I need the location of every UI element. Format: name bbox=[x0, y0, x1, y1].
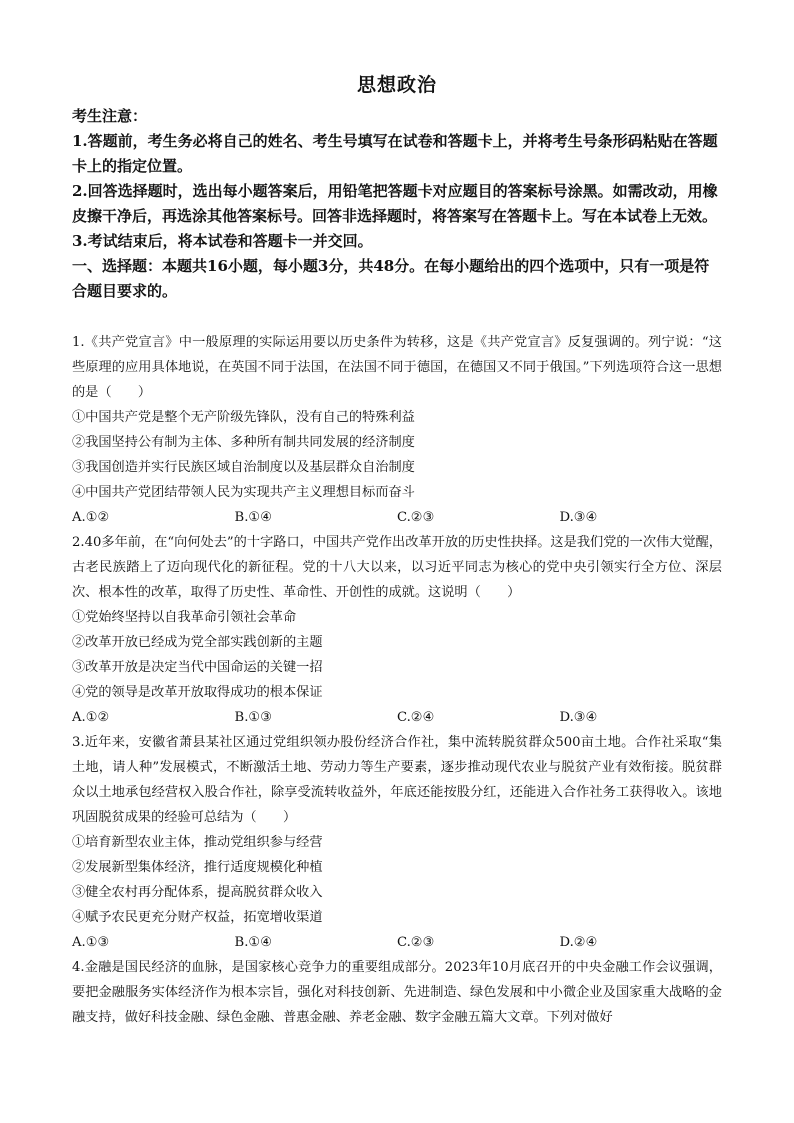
question-stem: 4.金融是国民经济的血脉，是国家核心竞争力的重要组成部分。2023年10月底召开的中央金融工作会议强调，要把金融服务实体经济作为根本宗旨，强化对科技创新、先进制造、绿色发展和中小微企业及国家重大战略的金融支持，做好科技金融、绿色金融、普惠金融、养老金融、数字金融五篇大文章。下列对做好 bbox=[72, 960, 722, 1025]
question-stem: 1.《共产党宣言》中一般原理的实际运用要以历史条件为转移，这是《共产党宣言》反复强调的。列宁说：“这些原理的应用具体地说，在英国不同于法国，在法国不同于德国，在德国又不同于俄国。”下列选项符合这一思想的是（ ） bbox=[72, 335, 722, 400]
section-heading: 一、选择题：本题共16小题，每小题3分，共48分。在每小题给出的四个选项中，只有一项是符合题目要求的。 bbox=[72, 257, 710, 300]
statement-option: ③改革开放是决定当代中国命运的关键一招 bbox=[72, 660, 323, 675]
answer-choice-a: A.①③ bbox=[72, 935, 110, 950]
statement-option: ②改革开放已经成为党全部实践创新的主题 bbox=[72, 635, 323, 650]
notice-item: 2.回答选择题时，选出每小题答案后，用铅笔把答题卡对应题目的答案标号涂黑。如需改动，用橡皮擦干净后，再选涂其他答案标号。回答非选择题时，将答案写在答题卡上。写在本试卷上无效。 bbox=[72, 182, 718, 225]
candidate-notice bbox=[72, 104, 722, 304]
question-4 bbox=[72, 955, 722, 1030]
answer-choices bbox=[72, 705, 722, 730]
statement-option: ③健全农村再分配体系，提高脱贫群众收入 bbox=[72, 885, 323, 900]
answer-choices bbox=[72, 505, 722, 530]
statement-option: ④中国共产党团结带领人民为实现共产主义理想目标而奋斗 bbox=[72, 485, 415, 500]
notice-item: 1.答题前，考生务必将自己的姓名、考生号填写在试卷和答题卡上，并将考生号条形码粘贴在答题卡上的指定位置。 bbox=[72, 132, 718, 175]
question-stem: 2.40多年前，在“向何处去”的十字路口，中国共产党作出改革开放的历史性抉择。这是我们党的一次伟大觉醒，古老民族踏上了迈向现代化的新征程。党的十八大以来，以习近平同志为核心的党中央引领实行全方位、深层次、根本性的改革，取得了历史性、革命性、开创性的成就。这说明（ ） bbox=[72, 535, 722, 600]
answer-choice-c: C.②④ bbox=[397, 710, 435, 725]
notice-item: 3.考试结束后，将本试卷和答题卡一并交回。 bbox=[72, 232, 373, 250]
answer-choice-d: D.②④ bbox=[559, 935, 598, 950]
statement-option: ④赋予农民更充分财产权益，拓宽增收渠道 bbox=[72, 910, 323, 925]
question-1 bbox=[72, 330, 722, 530]
answer-choice-c: C.②③ bbox=[397, 935, 435, 950]
statement-option: ②我国坚持公有制为主体、多种所有制共同发展的经济制度 bbox=[72, 435, 415, 450]
notice-heading: 考生注意： bbox=[72, 107, 148, 125]
question-stem: 3.近年来，安徽省萧县某社区通过党组织领办股份经济合作社，集中流转脱贫群众500亩土地。合作社采取“集土地，请人种”发展模式，不断激活土地、劳动力等生产要素，逐步推动现代农业与脱贫产业有效衔接。脱贫群众以土地承包经营权入股合作社，除享受流转收益外，年底还能按股分红，还能进入合作社务工获得收入。该地巩固脱贫成果的经验可总结为（ ） bbox=[72, 735, 722, 825]
statement-option: ③我国创造并实行民族区域自治制度以及基层群众自治制度 bbox=[72, 460, 415, 475]
answer-choice-d: D.③④ bbox=[559, 710, 598, 725]
answer-choice-b: B.①④ bbox=[234, 510, 273, 525]
question-3 bbox=[72, 730, 722, 955]
answer-choice-b: B.①③ bbox=[234, 710, 273, 725]
statement-option: ④党的领导是改革开放取得成功的根本保证 bbox=[72, 685, 323, 700]
answer-choices bbox=[72, 930, 722, 955]
statement-option: ①培育新型农业主体，推动党组织参与经营 bbox=[72, 835, 323, 850]
statement-option: ①中国共产党是整个无产阶级先锋队，没有自己的特殊利益 bbox=[72, 410, 415, 425]
question-list bbox=[72, 330, 722, 1030]
statement-option: ②发展新型集体经济，推行适度规模化种植 bbox=[72, 860, 323, 875]
answer-choice-b: B.①④ bbox=[234, 935, 273, 950]
statement-option: ①党始终坚持以自我革命引领社会革命 bbox=[72, 610, 297, 625]
answer-choice-c: C.②③ bbox=[397, 510, 435, 525]
answer-choice-a: A.①② bbox=[72, 710, 110, 725]
answer-choice-d: D.③④ bbox=[559, 510, 598, 525]
question-2 bbox=[72, 530, 722, 730]
page-title: 思想政治 bbox=[356, 74, 437, 96]
answer-choice-a: A.①② bbox=[72, 510, 110, 525]
